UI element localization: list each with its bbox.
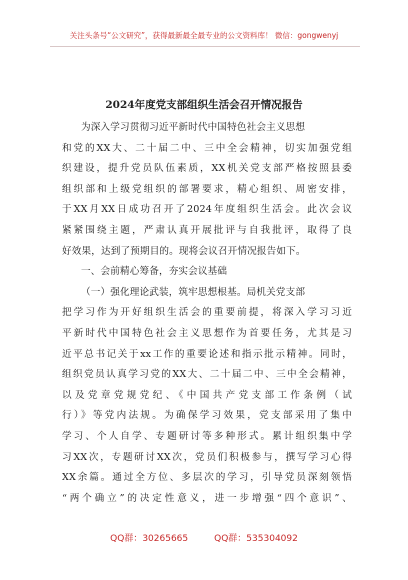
paragraph-line: 紧紧围绕主题，严肃认真开展批评与自我批评，取得了良	[62, 224, 352, 236]
paragraph-line: 平新时代中国特色社会主义思想作为首要任务，尤其是习	[62, 327, 352, 339]
document-body	[62, 118, 352, 509]
paragraph-line: 和党的XX大、二十届二中、三中全会精神，切实加强党组	[62, 142, 352, 154]
footer-contacts	[0, 531, 408, 544]
paragraph-line: 为深入学习贯彻习近平新时代中国特色社会主义思想	[81, 122, 306, 133]
paragraph-line: 织建设，提升党员队伍素质，XX机关党支部严格按照县委	[62, 163, 352, 175]
paragraph-line: 习XX次，专题研讨XX次，党员们积极参与，撰写学习心得	[62, 451, 352, 463]
document-title: 2024年度党支部组织生活会召开情况报告	[105, 99, 303, 111]
paragraph-line: 好效果，达到了预期目的。现将会议召开情况报告如下。	[62, 245, 306, 257]
paragraph-line: 于XX月XX日成功召开了2024年度组织生活会。此次会议	[62, 204, 352, 216]
paragraph-line: 把学习作为开好组织生活会的重要前提，将深入学习习近	[62, 307, 352, 319]
paragraph-line: 近平总书记关于xx工作的重要论述和指示批示精神。同时，	[62, 348, 352, 360]
paragraph-line: 学习、个人自学、专题研讨等多种形式。累计组织集中学	[62, 430, 352, 442]
header-divider	[50, 46, 360, 47]
paragraph-line: 行）》等党内法规。为确保学习效果，党支部采用了集中	[62, 410, 352, 422]
footer-qq-group-2: QQ群：535304092	[214, 534, 298, 544]
paragraph-line: 组织党员认真学习党的XX大、二十届二中、三中全会精神，	[62, 369, 352, 381]
header-banner: 关注头条号“公文研究”，获得最新最全最专业的公文资料库！ 微信：gongwenyj	[69, 31, 339, 40]
paragraph-line: （一）强化理论武装，筑牢思想根基。局机关党支部	[81, 286, 306, 298]
paragraph-line: 以及党章党规党纪、《中国共产党支部工作条例（试	[62, 389, 352, 401]
footer-qq-group-1: QQ群：30265665	[110, 534, 189, 544]
section-heading: 一、会前精心筹备，夯实会议基础	[81, 266, 228, 278]
paragraph-line: XX余篇。通过全方位、多层次的学习，引导党员深刻领悟	[62, 472, 352, 484]
paragraph-line: 组织部和上级党组织的部署要求，精心组织、周密安排，	[62, 183, 352, 195]
paragraph-line: “两个确立”的决定性意义，进一步增强“四个意识”、	[62, 492, 352, 504]
